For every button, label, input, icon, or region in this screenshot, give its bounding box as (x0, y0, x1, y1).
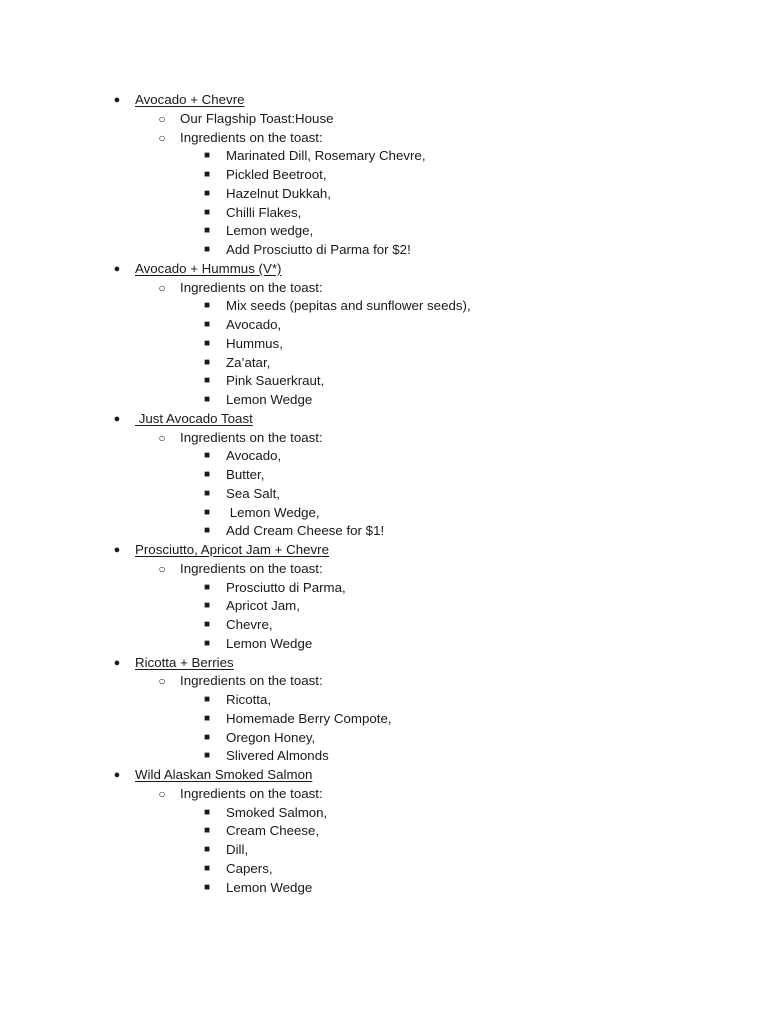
bullet-level-3-icon: ■ (203, 337, 211, 349)
bullet-level-3-icon: ■ (203, 319, 211, 330)
ingredient-list-item (0, 335, 768, 354)
menu-item-subheading-text: Ingredients on the toast: (180, 673, 323, 689)
menu-item-title-text[interactable]: Avocado + Hummus (V*) (135, 260, 282, 276)
bullet-level-3-icon: ■ (203, 375, 211, 387)
bullet-level-2-icon: ○ (158, 111, 166, 126)
ingredient-list-item-text: Butter, (226, 467, 265, 482)
ingredient-list-item-text: Add Cream Cheese for $1! (226, 523, 385, 539)
ingredient-list-item (0, 729, 768, 748)
bullet-level-2-icon: ○ (158, 430, 166, 445)
menu-item-title-text[interactable]: Ricotta + Berries (135, 654, 234, 670)
ingredient-list-item (0, 710, 768, 729)
ingredient-list-item (0, 147, 768, 166)
ingredient-list-item (0, 504, 768, 523)
bullet-level-3-icon: ■ (203, 806, 211, 818)
ingredient-list-item-text: Homemade Berry Compote, (226, 710, 392, 726)
bullet-level-3-icon: ■ (203, 731, 211, 743)
bullet-level-1-icon: ● (113, 412, 121, 425)
menu-item-subheading (0, 429, 768, 448)
bullet-level-1-icon: ● (113, 769, 121, 781)
document-page (0, 91, 768, 897)
bullet-level-3-icon: ■ (203, 637, 211, 649)
ingredient-list-item-text: Pink Sauerkraut, (226, 373, 325, 389)
ingredient-list-item-text: Oregon Honey, (226, 729, 316, 745)
ingredient-list-item-text: Mix seeds (pepitas and sunflower seeds), (226, 298, 471, 314)
ingredient-list-item (0, 822, 768, 841)
ingredient-list-item-text: Lemon Wedge (226, 879, 313, 895)
ingredient-list-item (0, 691, 768, 710)
bullet-level-1-icon: ● (113, 262, 121, 275)
ingredient-list-item-text: Lemon Wedge (226, 392, 313, 407)
bullet-level-3-icon: ■ (203, 169, 211, 180)
ingredient-list-item-text: Ricotta, (226, 692, 272, 707)
ingredient-list-item (0, 597, 768, 616)
ingredient-list-item-text: Avocado, (226, 317, 282, 332)
ingredient-list-item (0, 391, 768, 410)
ingredient-list-item-text: Sea Salt, (226, 485, 280, 501)
ingredient-list-item (0, 860, 768, 879)
ingredient-list-item (0, 522, 768, 541)
bullet-level-3-icon: ■ (203, 506, 211, 518)
ingredient-list-item (0, 372, 768, 391)
bullet-level-3-icon: ■ (203, 619, 211, 630)
ingredient-list-item-text: Avocado, (226, 448, 282, 464)
ingredient-list-item (0, 166, 768, 185)
bullet-level-3-icon: ■ (203, 862, 211, 874)
ingredient-list-item-text: Marinated Dill, Rosemary Chevre, (226, 148, 426, 164)
ingredient-list-item-text: Pickled Beetroot, (226, 167, 327, 182)
bullet-level-3-icon: ■ (203, 244, 211, 255)
menu-item-subheading-text: Ingredients on the toast: (180, 279, 323, 295)
menu-item-subheading (0, 110, 768, 129)
bullet-level-3-icon: ■ (203, 187, 211, 199)
menu-item-subheading-text: Ingredients on the toast: (180, 785, 323, 801)
bullet-level-3-icon: ■ (203, 487, 211, 499)
ingredient-list-item-text: Add Prosciutto di Parma for $2! (226, 242, 411, 257)
menu-item-subheading-text: Ingredients on the toast: (180, 560, 323, 576)
ingredient-list-item (0, 485, 768, 504)
bullet-level-3-icon: ■ (203, 300, 211, 312)
menu-item-title-text[interactable]: Avocado + Chevre (135, 92, 245, 107)
ingredient-list-item-text: Chilli Flakes, (226, 204, 302, 220)
ingredient-list-item-text: Lemon Wedge (226, 635, 313, 651)
ingredient-list-item (0, 316, 768, 335)
menu-item-title (0, 541, 768, 560)
ingredient-list-item (0, 447, 768, 466)
bullet-level-3-icon: ■ (203, 750, 211, 762)
ingredient-list-item (0, 185, 768, 204)
bullet-level-3-icon: ■ (203, 525, 211, 537)
ingredient-list-item (0, 635, 768, 654)
ingredient-list-item-text: Hummus, (226, 335, 283, 351)
ingredient-list-item (0, 879, 768, 898)
menu-item-subheading (0, 279, 768, 298)
ingredient-list-item-text: Smoked Salmon, (226, 804, 328, 820)
ingredient-list-item (0, 747, 768, 766)
bullet-level-3-icon: ■ (203, 600, 211, 612)
ingredient-list-item (0, 354, 768, 373)
menu-item-title (0, 91, 768, 110)
ingredient-list-item-text: Slivered Almonds (226, 748, 329, 764)
ingredient-list-item-text: Lemon wedge, (226, 223, 314, 239)
ingredient-list-item-text: Hazelnut Dukkah, (226, 185, 331, 201)
bullet-level-3-icon: ■ (203, 150, 211, 162)
menu-item-title-text[interactable]: Just Avocado Toast (135, 410, 253, 426)
ingredient-list-item (0, 297, 768, 316)
bullet-level-3-icon: ■ (203, 881, 211, 893)
ingredient-list-item-text: Prosciutto di Parma, (226, 579, 346, 595)
menu-item-subheading (0, 672, 768, 691)
bullet-level-3-icon: ■ (203, 394, 211, 405)
bullet-level-3-icon: ■ (203, 450, 211, 462)
bullet-level-1-icon: ● (113, 94, 121, 106)
bullet-level-3-icon: ■ (203, 712, 211, 724)
bullet-level-3-icon: ■ (203, 225, 211, 237)
ingredient-list-item (0, 241, 768, 260)
menu-item-title (0, 260, 768, 279)
menu-item-title (0, 410, 768, 429)
bullet-level-1-icon: ● (113, 656, 121, 669)
ingredient-list-item-text: Lemon Wedge, (226, 504, 320, 520)
menu-item-title (0, 766, 768, 785)
bullet-level-2-icon: ○ (158, 561, 166, 576)
bullet-level-2-icon: ○ (158, 130, 166, 145)
ingredient-list-item (0, 804, 768, 823)
ingredient-list-item (0, 616, 768, 635)
ingredient-list-item-text: Dill, (226, 842, 249, 857)
ingredient-list-item-text: Za’atar, (226, 354, 271, 370)
menu-item-title (0, 654, 768, 673)
bullet-level-2-icon: ○ (158, 786, 166, 801)
menu-item-title-text[interactable]: Wild Alaskan Smoked Salmon (135, 767, 313, 782)
bullet-level-3-icon: ■ (203, 206, 211, 218)
ingredient-list-item (0, 579, 768, 598)
menu-item-subheading (0, 785, 768, 804)
menu-item-subheading-text: Our Flagship Toast:House (180, 110, 334, 126)
bullet-level-2-icon: ○ (158, 280, 166, 295)
bullet-level-3-icon: ■ (203, 844, 211, 855)
menu-item-subheading-text: Ingredients on the toast: (180, 429, 323, 445)
bullet-level-2-icon: ○ (158, 674, 166, 689)
menu-item-subheading-text: Ingredients on the toast: (180, 129, 323, 145)
bullet-level-3-icon: ■ (203, 356, 211, 368)
ingredient-list-item-text: Capers, (226, 860, 273, 876)
bullet-level-3-icon: ■ (203, 469, 211, 480)
ingredient-list-item-text: Apricot Jam, (226, 598, 300, 614)
bullet-level-3-icon: ■ (203, 581, 211, 593)
ingredient-list-item-text: Cream Cheese, (226, 823, 320, 839)
ingredient-list-item (0, 222, 768, 241)
menu-item-title-text[interactable]: Prosciutto, Apricot Jam + Chevre (135, 542, 329, 557)
bullet-level-3-icon: ■ (203, 694, 211, 705)
ingredient-list-item (0, 204, 768, 223)
bullet-level-1-icon: ● (113, 544, 121, 556)
menu-item-subheading (0, 129, 768, 148)
ingredient-list-item-text: Chevre, (226, 617, 273, 632)
bullet-level-3-icon: ■ (203, 825, 211, 837)
ingredient-list-item (0, 466, 768, 485)
ingredient-list-item (0, 841, 768, 860)
menu-item-subheading (0, 560, 768, 579)
